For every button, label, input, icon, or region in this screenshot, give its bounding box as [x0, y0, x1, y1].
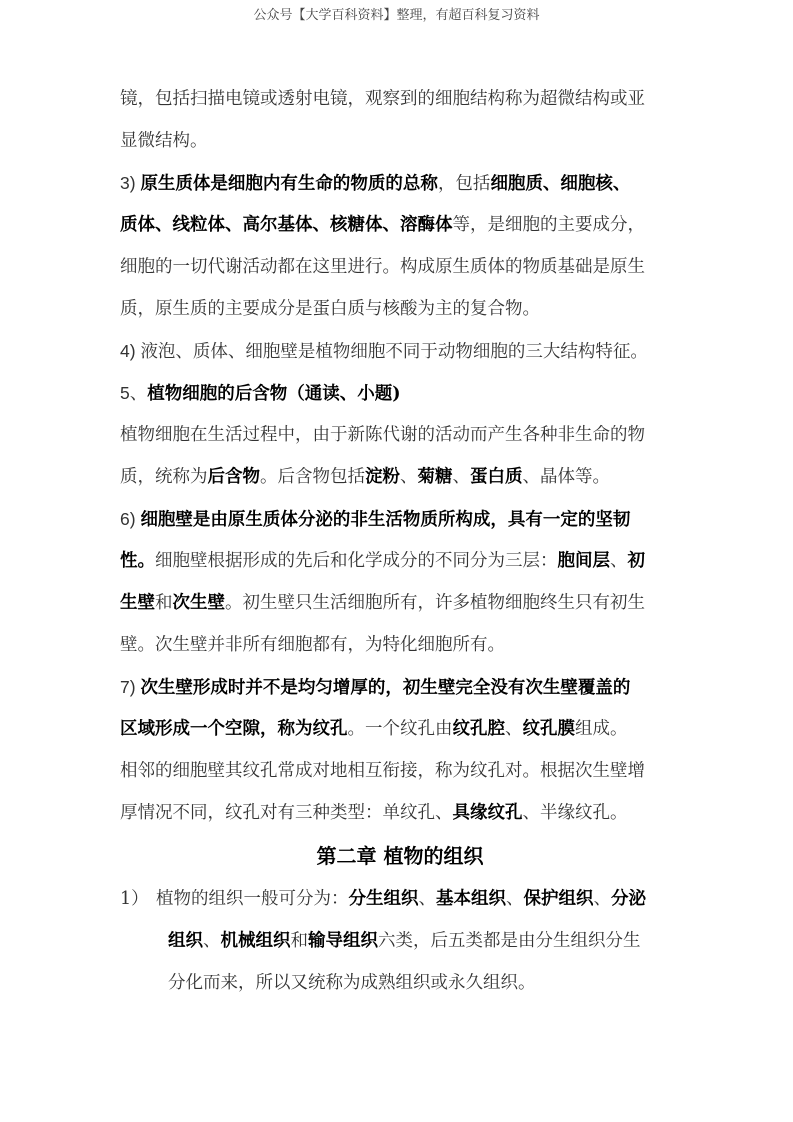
paragraph-line: 镜，包括扫描电镜或透射电镜，观察到的细胞结构称为超微结构或亚	[120, 89, 645, 109]
text-span: 、	[203, 931, 221, 951]
bold-term: 纹孔膜	[522, 719, 575, 739]
item-4	[120, 330, 680, 372]
text-span: 。一个纹孔由	[347, 719, 453, 739]
bold-term: 淀粉	[365, 467, 400, 487]
text-span: 、	[452, 467, 470, 487]
paragraph-line: 相邻的细胞壁其纹孔常成对地相互衔接，称为纹孔对。根据次生壁增	[120, 761, 645, 781]
paragraph-line: 分化而来，所以又统称为成熟组织或永久组织。	[168, 973, 536, 993]
bold-term: 分生组织	[348, 889, 419, 909]
paragraph-line	[120, 792, 680, 834]
text-span: 、	[505, 719, 523, 739]
item-number: 7)	[120, 677, 141, 697]
item-number: 3)	[120, 173, 141, 193]
bold-term: 次生壁形成时并不是均匀增厚的，初生壁完全没有次生壁覆盖的	[140, 678, 631, 698]
section-number: 5、	[120, 383, 148, 403]
bold-term: 胞间层	[557, 551, 610, 571]
paragraph-line	[120, 456, 680, 498]
bold-term: 蛋白质	[470, 467, 523, 487]
text-span: 、晶体等。	[522, 467, 610, 487]
bold-term: 纹孔腔	[452, 719, 505, 739]
text-span: 、	[610, 551, 628, 571]
text-span: 、半缘纹孔。	[522, 803, 628, 823]
item-6	[120, 498, 680, 540]
paragraph-line	[120, 708, 680, 750]
text-span: 细胞壁根据形成的先后和化学成分的不同分为三层：	[155, 551, 558, 571]
paragraph-line	[120, 540, 680, 582]
text-span: 植物的组织一般可分为：	[156, 889, 349, 909]
text-span: 。初生壁只生活细胞所有，许多植物细胞终生只有初生	[225, 593, 645, 613]
paragraph-line: 植物细胞在生活过程中，由于新陈代谢的活动而产生各种非生命的物	[120, 425, 645, 445]
document-body	[120, 78, 680, 1004]
paragraph-line: 细胞的一切代谢活动都在这里进行。构成原生质体的物质基础是原生	[120, 257, 645, 277]
item-number: 1）	[120, 889, 149, 909]
tissue-item-1	[120, 878, 680, 920]
text-span: 质，统称为	[120, 467, 208, 487]
text-span: 组成。	[575, 719, 628, 739]
text-span: 厚情况不同，纹孔对有三种类型：单纹孔、	[120, 803, 453, 823]
bold-term: 细胞壁是由原生质体分泌的非生活物质所构成，具有一定的坚韧	[140, 510, 631, 530]
bold-term: 具缘纹孔	[452, 803, 523, 823]
bold-term: 生壁	[120, 593, 155, 613]
bold-term: 保护组织	[523, 889, 594, 909]
paragraph-line: 壁。次生壁并非所有细胞都有，为特化细胞所有。	[120, 635, 505, 655]
bold-term: 机械组织	[220, 931, 291, 951]
text-span: 和	[155, 593, 173, 613]
bold-term: 区域形成一个空隙，称为纹孔	[120, 719, 348, 739]
item-number: 6)	[120, 509, 141, 529]
text-span: 、	[593, 889, 611, 909]
text-span: 、	[418, 889, 436, 909]
section-heading	[120, 372, 680, 414]
paragraph-line: 质，原生质的主要成分是蛋白质与核酸为主的复合物。	[120, 299, 540, 319]
bold-term: 菊糖	[417, 467, 453, 487]
bold-term: 分泌	[611, 889, 646, 909]
text-span: 和	[290, 931, 308, 951]
item-number: 4)	[120, 341, 141, 361]
paragraph-line: 显微结构。	[120, 131, 208, 151]
bold-term: 质体、线粒体、高尔基体、核糖体、溶酶体	[120, 215, 453, 235]
paragraph-line	[120, 582, 680, 624]
text-span: 、	[400, 467, 418, 487]
paragraph-line	[120, 204, 680, 246]
chapter-title: 第二章 植物的组织	[316, 844, 484, 868]
bold-term: 初	[627, 551, 645, 571]
text-span: 、	[506, 889, 524, 909]
text-span: 六类，后五类都是由分生组织分生	[378, 931, 641, 951]
paragraph-line	[120, 920, 680, 962]
item-3	[120, 162, 680, 204]
text-span: 液泡、质体、细胞壁是植物细胞不同于动物细胞的三大结构特征。	[140, 342, 648, 362]
text-span: 等，是细胞的主要成分，	[452, 215, 645, 235]
bold-term: 输导组织	[308, 931, 378, 951]
bold-term: 后含物	[207, 467, 260, 487]
text-span: 。后含物包括	[260, 467, 365, 487]
text-span: ，包括	[437, 174, 491, 194]
section-title: 植物细胞的后含物（通读、小题)	[147, 384, 401, 404]
bold-term: 性。	[120, 551, 155, 571]
bold-term: 次生壁	[172, 593, 225, 613]
bold-term: 组织	[168, 931, 203, 951]
bold-term: 基本组织	[436, 889, 506, 909]
bold-term: 细胞质、细胞核、	[490, 174, 631, 194]
item-7	[120, 666, 680, 708]
bold-term: 原生质体是细胞内有生命的物质的总称	[140, 174, 438, 194]
page-header: 公众号【大学百科资料】整理，有超百科复习资料	[253, 8, 540, 23]
